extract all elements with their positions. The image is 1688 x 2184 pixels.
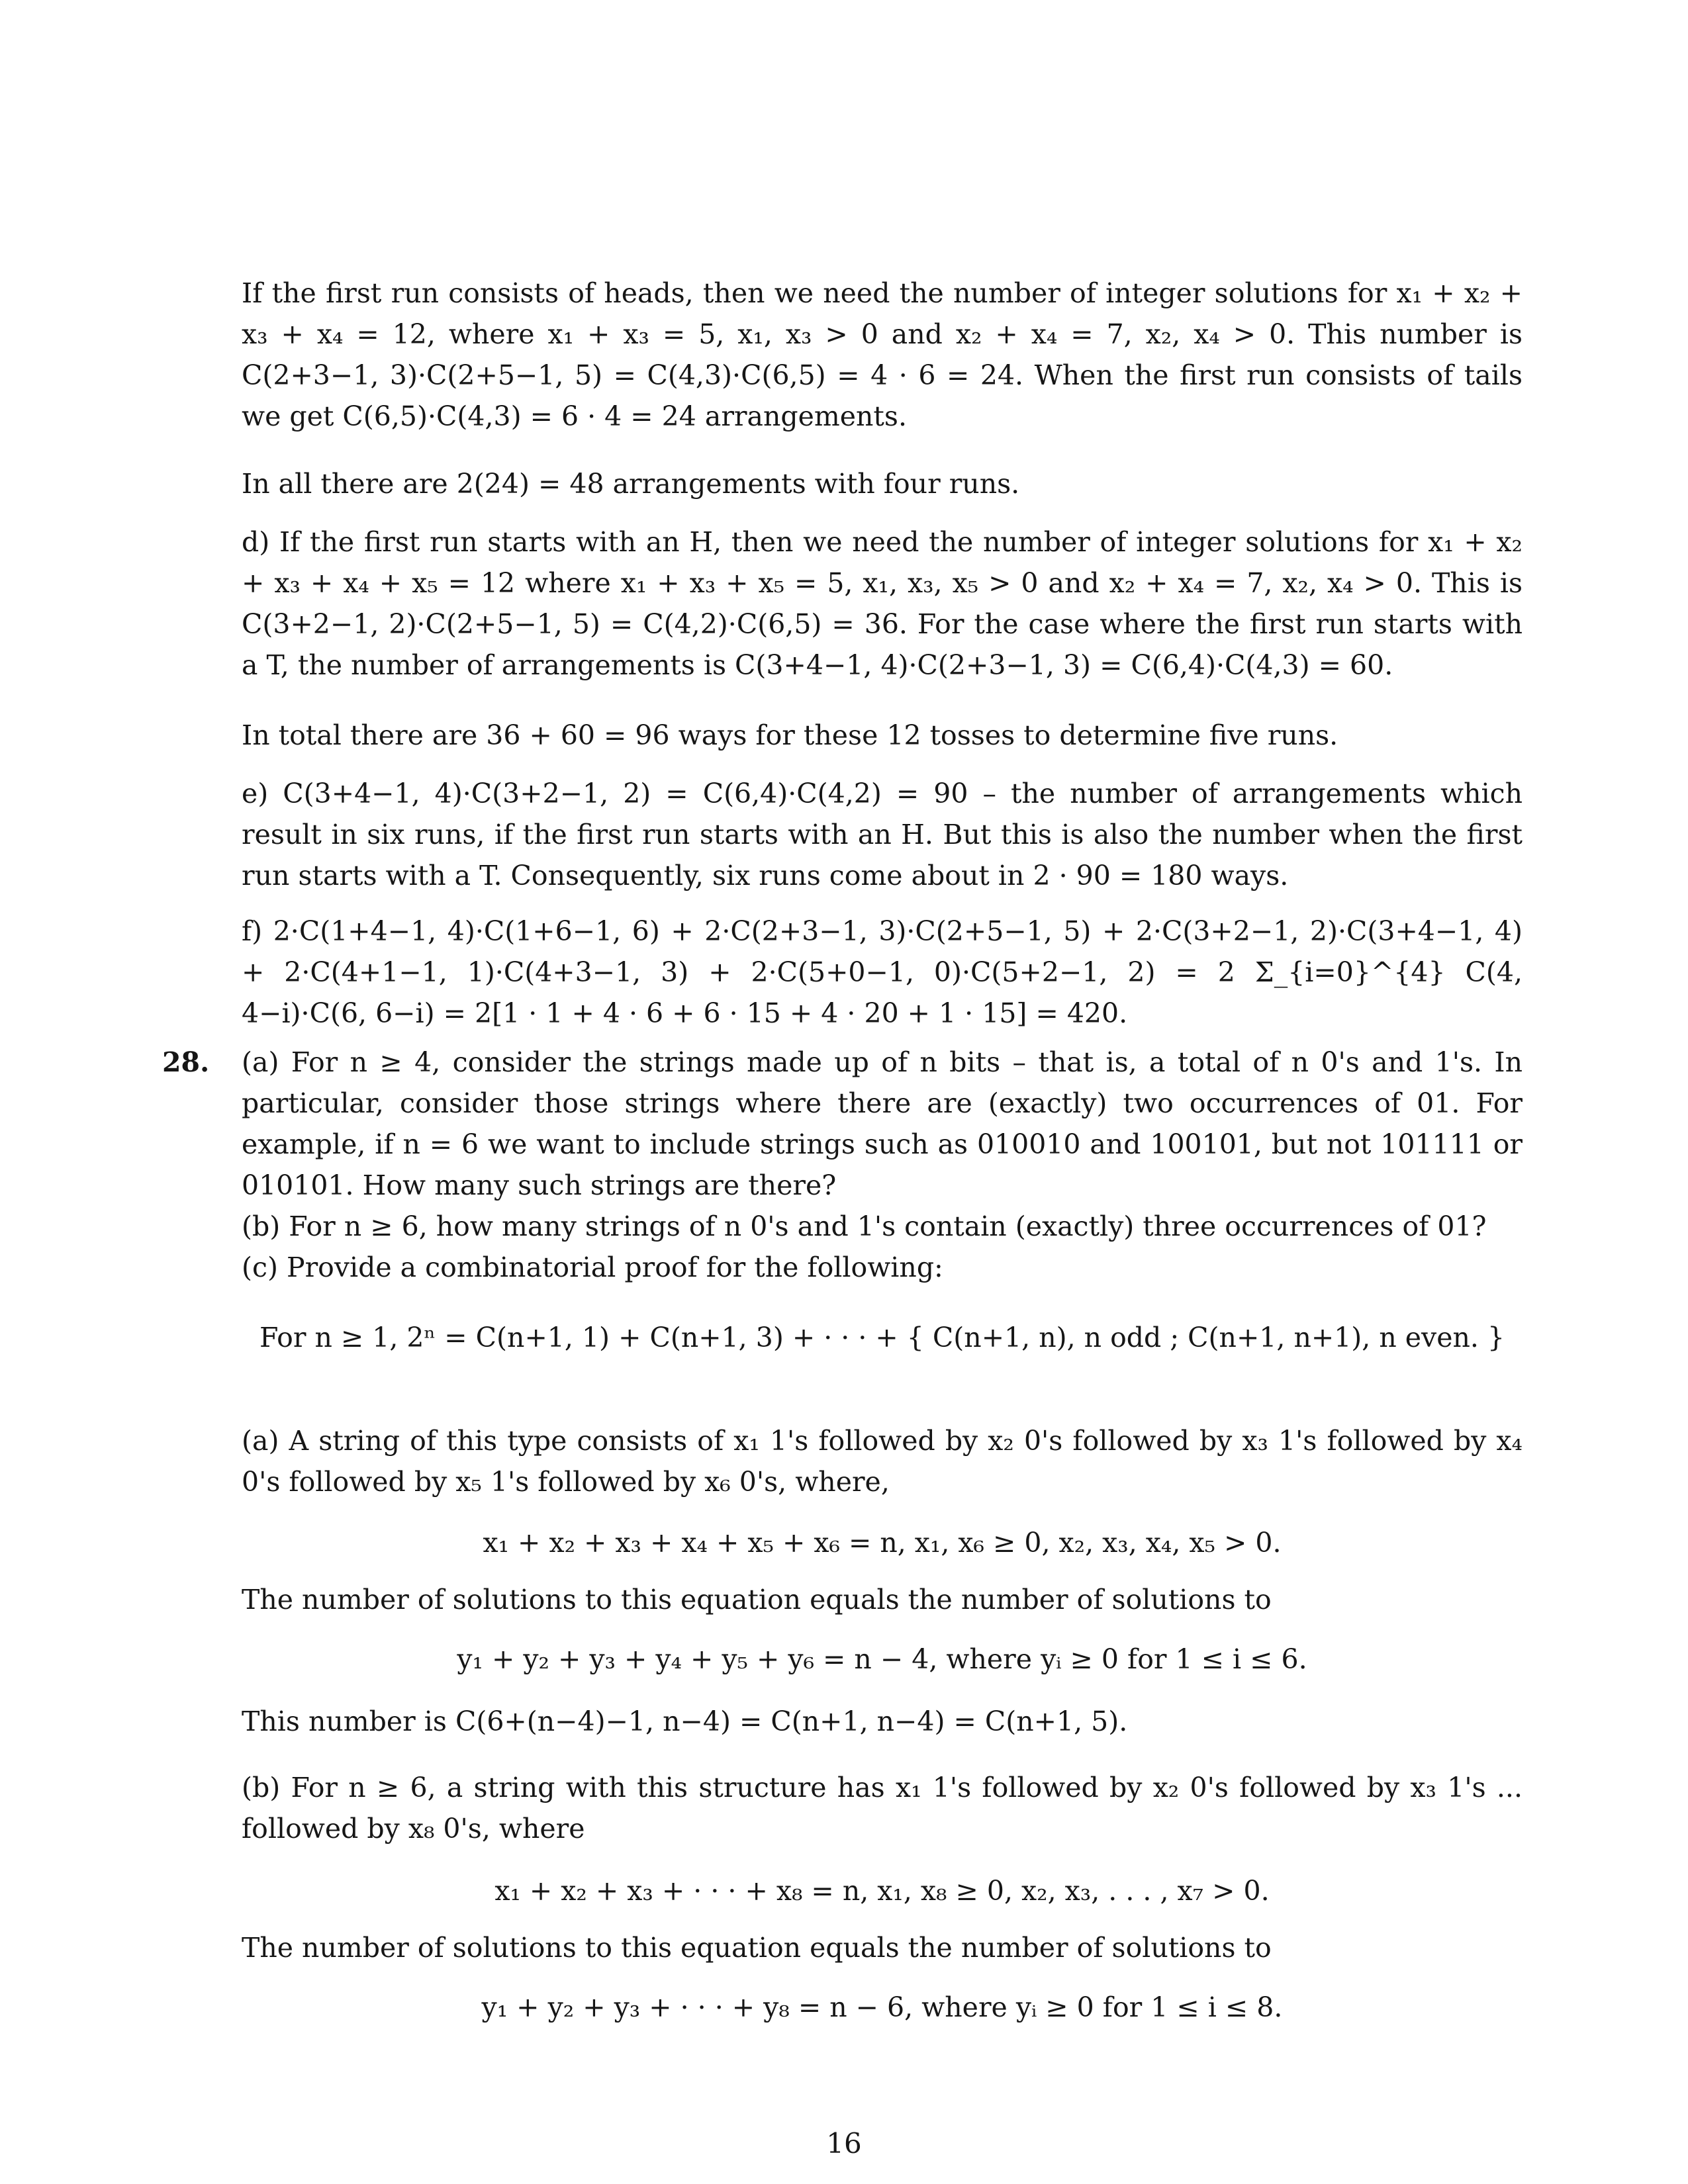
paragraph-part-c-heads: If the first run consists of heads, then we need the number of integer solutions for x₁ + x₂ + x₃ + x₄ = 12, where x₁ + x₃ = 5, x₁, x₃ > 0 and x₂ + x₄ = 7, x₂, x₄ > 0. This number is C(2+3−1, 3)·C(2+5−1, 5) = C(4,3)·C(6,5) = 4 · 6 = 24. When the first run consists of tails we get C(6,5)·C(4,3) = 6 · 4 = 24 arrangements. bbox=[242, 277, 1523, 432]
paragraph-part-d-total: In total there are 36 + 60 = 96 ways for these 12 tosses to determine five runs. bbox=[242, 719, 1338, 751]
problem-28-part-c: (c) Provide a combinatorial proof for the following: bbox=[242, 1251, 943, 1283]
solution-a-text-2: The number of solutions to this equation equals the number of solutions to bbox=[242, 1584, 1272, 1615]
paragraph-part-d: d) If the first run starts with an H, then we need the number of integer solutions for x₁ + x₂ + x₃ + x₄ + x₅ = 12 where x₁ + x₃ + x₅ = 5, x₁, x₃, x₅ > 0 and x₂ + x₄ = 7, x₂, x₄ > 0. This is C(3+2−1, 2)·C(2+5−1, 5) = C(4,2)·C(6,5) = 36. For the case where the first run starts with a T, the number of arrangements is C(3+4−1, 4)·C(2+3−1, 3) = C(6,4)·C(4,3) = 60. bbox=[242, 526, 1523, 681]
solution-a-count: This number is C(6+(n−4)−1, n−4) = C(n+1, n−4) = C(n+1, 5). bbox=[242, 1706, 1128, 1737]
solution-b-equation-2: y₁ + y₂ + y₃ + · · · + y₈ = n − 6, where yᵢ ≥ 0 for 1 ≤ i ≤ 8. bbox=[481, 1991, 1283, 2023]
page-number: 16 bbox=[826, 2127, 862, 2160]
solution-b-text: (b) For n ≥ 6, a string with this structure has x₁ 1's followed by x₂ 0's followed by x₃ 1's ... followed by x₈ 0's, where bbox=[242, 1772, 1523, 1844]
paragraph-part-f: f) 2·C(1+4−1, 4)·C(1+6−1, 6) + 2·C(2+3−1, 3)·C(2+5−1, 5) + 2·C(3+2−1, 2)·C(3+4−1, 4) + 2·C(4+1−1, 1)·C(4+3−1, 3) + 2·C(5+0−1, 0)·C(5+2−1, 2) = 2 Σ_{i=0}^{4} C(4, 4−i)·C(6, 6−i) = 2[1 · 1 + 4 · 6 + 6 · 15 + 4 · 20 + 1 · 15] = 420. bbox=[242, 915, 1523, 1029]
solution-a-text: (a) A string of this type consists of x₁ 1's followed by x₂ 0's followed by x₃ 1's followed by x₄ 0's followed by x₅ 1's followed by x₆ 0's, where, bbox=[242, 1425, 1523, 1498]
solution-b-equation: x₁ + x₂ + x₃ + · · · + x₈ = n, x₁, x₈ ≥ 0, x₂, x₃, . . . , x₇ > 0. bbox=[494, 1875, 1270, 1907]
problem-28-part-a: (a) For n ≥ 4, consider the strings made up of n bits – that is, a total of n 0's and 1's. In particular, consider those strings where there are (exactly) two occurrences of 01. For example, if n = 6 we want to include strings such as 010010 and 100101, but not 101111 or 010101. How many such strings are there? bbox=[242, 1046, 1523, 1201]
paragraph-part-e: e) C(3+4−1, 4)·C(3+2−1, 2) = C(6,4)·C(4,2) = 90 – the number of arrangements which result in six runs, if the first run starts with an H. But this is also the number when the first run starts with a T. Consequently, six runs come about in 2 · 90 = 180 ways. bbox=[242, 778, 1523, 891]
paragraph-part-c-total: In all there are 2(24) = 48 arrangements with four runs. bbox=[242, 468, 1020, 500]
problem-28-part-b: (b) For n ≥ 6, how many strings of n 0's and 1's contain (exactly) three occurrences of 01? bbox=[242, 1210, 1487, 1242]
solution-a-equation: x₁ + x₂ + x₃ + x₄ + x₅ + x₆ = n, x₁, x₆ ≥ 0, x₂, x₃, x₄, x₅ > 0. bbox=[483, 1527, 1282, 1559]
identity-equation: For n ≥ 1, 2ⁿ = C(n+1, 1) + C(n+1, 3) + · · · + { C(n+1, n), n odd ; C(n+1, n+1), n even. } bbox=[259, 1322, 1505, 1353]
solution-a-equation-2: y₁ + y₂ + y₃ + y₄ + y₅ + y₆ = n − 4, where yᵢ ≥ 0 for 1 ≤ i ≤ 6. bbox=[457, 1643, 1307, 1675]
solution-b-text-2: The number of solutions to this equation equals the number of solutions to bbox=[242, 1932, 1272, 1964]
problem-number: 28. bbox=[162, 1046, 210, 1078]
